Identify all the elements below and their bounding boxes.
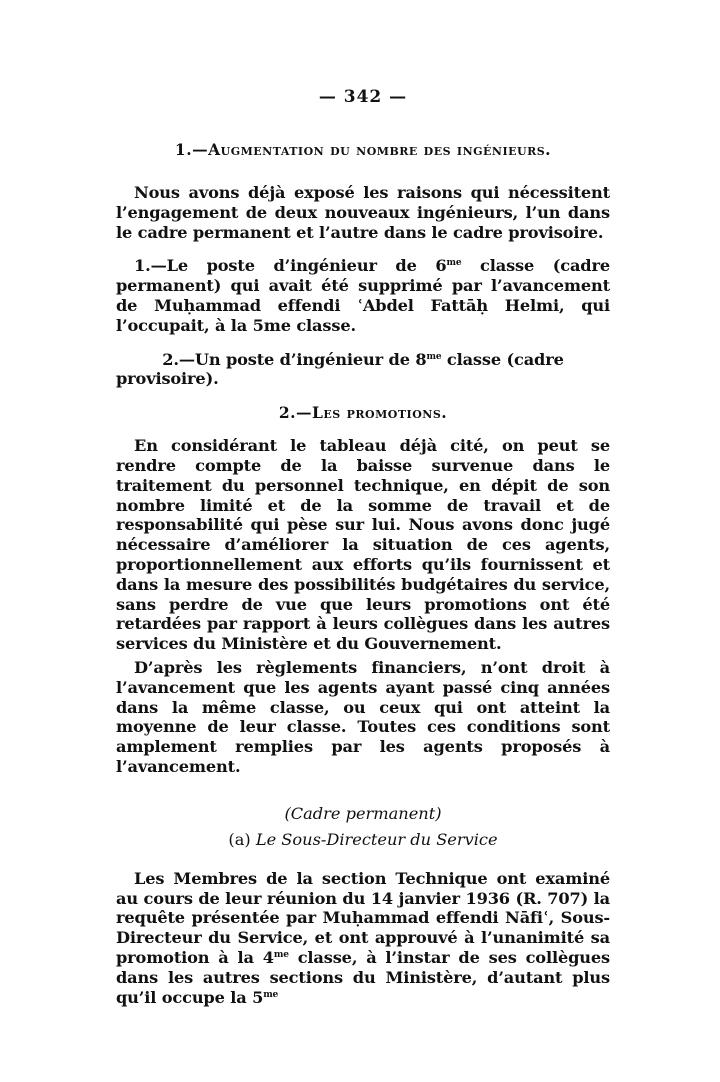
document-page	[116, 82, 610, 1007]
subheading-sous-directeur	[116, 829, 610, 851]
paragraph-item-1	[116, 256, 610, 335]
para3-part1: Les Membres de la section Technique ont examiné au cours de leur réunion du 14 janvier 1936 (R. 707) la requête présentée par Muḥammad effendi Nāfiʿ, Sous-Directeur du Service, et ont approuvé à l’unanimité sa promotion à la 4	[116, 868, 610, 967]
item-2-rest: classe (cadre provisoire).	[116, 349, 564, 389]
section-heading-promotions: 2.—Les promotions.	[278, 403, 448, 423]
item-2-prefix: 2.—Un poste d’ingénieur de 8	[162, 349, 427, 369]
subheading-prefix: (a)	[228, 829, 256, 849]
paragraph-item-2	[116, 350, 610, 390]
paragraph-sous-directeur	[116, 869, 610, 1008]
para3-part2: classe, à l’instar de ses collègues dans les autres sections du Ministère, d’autant plus qu’il occupe la 5	[116, 947, 610, 1007]
paragraph-intro: Nous avons déjà exposé les raisons qui nécessitent l’engagement de deux nouveaux ingénieurs, l’un dans le cadre permanent et l’autre dans le cadre provisoire.	[116, 183, 610, 242]
paragraph-promotions-1: En considérant le tableau déjà cité, on peut se rendre compte de la baisse survenue dans le traitement du personnel technique, en dépit de son nombre limité et de la somme de travail et de responsabilité qui pèse sur lui. Nous avons donc jugé nécessaire d’améliorer la situation de ces agents, proportionnellement aux efforts qu’ils fournissent et dans la mesure des possibilités budgétaires du service, sans perdre de vue que leurs promotions ont été retardées par rapport à leurs collègues dans les autres services du Ministère et du Gouvernement.	[116, 436, 610, 654]
subheading-cadre-permanent: (Cadre permanent)	[284, 803, 442, 823]
item-1-rest: classe (cadre permanent) qui avait été supprimé par l’avancement de Muḥammad effendi ʿAbdel Fattāḥ Helmi, qui l’occupait, à la 5me classe.	[116, 256, 610, 335]
page-number: — 342 —	[318, 87, 408, 107]
item-2-superscript: me	[426, 351, 442, 362]
item-1-superscript: me	[446, 258, 462, 269]
para3-superscript-2: me	[263, 989, 279, 1000]
item-1-prefix: 1.—Le poste d’ingénieur de 6	[134, 256, 447, 276]
paragraph-promotions-2: D’après les règlements financiers, n’ont droit à l’avancement que les agents ayant passé cinq années dans la même classe, ou ceux qui ont atteint la moyenne de leur classe. Toutes ces conditions sont amplement remplies par les agents proposés à l’avancement.	[116, 657, 610, 776]
section-heading-augmentation: 1.—Augmentation du nombre des ingénieurs.	[174, 140, 552, 159]
para3-superscript-1: me	[273, 949, 289, 960]
subheading-title: Le Sous-Directeur du Service	[255, 829, 498, 849]
